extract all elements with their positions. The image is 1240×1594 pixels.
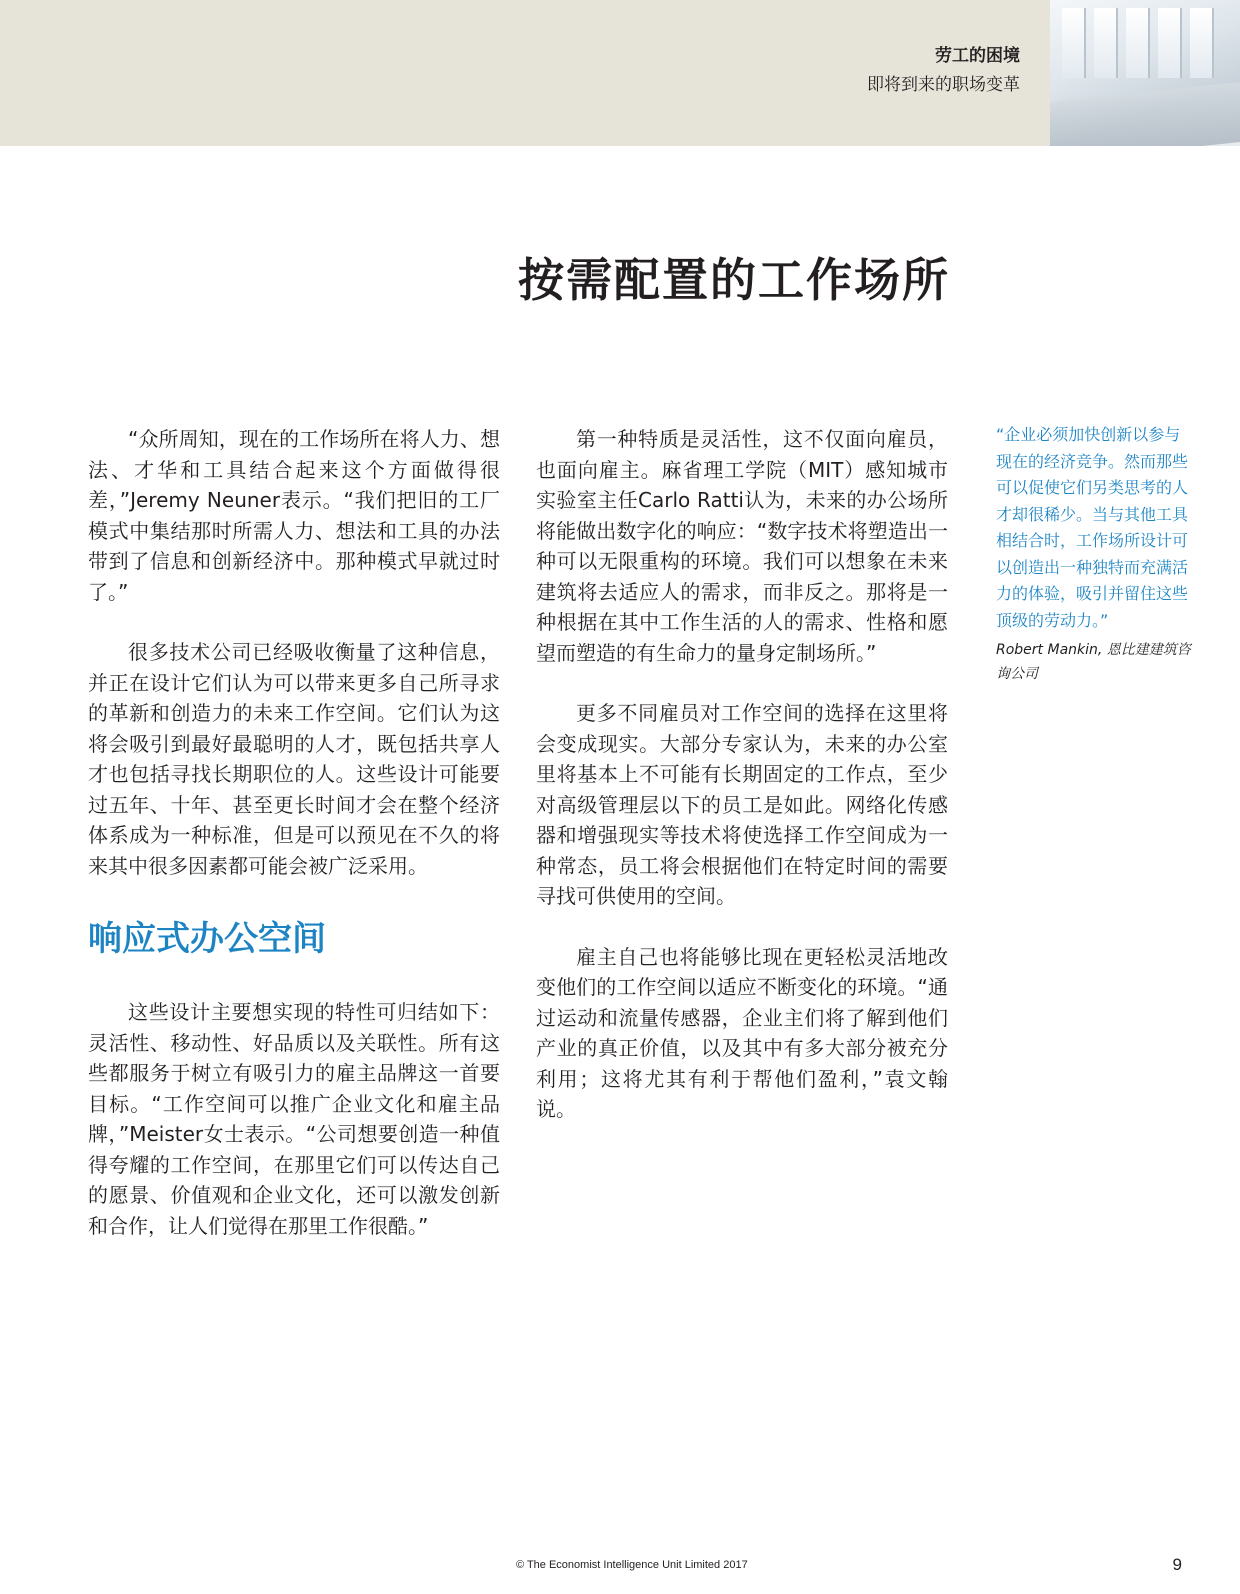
page-number: 9	[1172, 1555, 1182, 1574]
body-paragraph: 雇主自己也将能够比现在更轻松灵活地改变他们的工作空间以适应不断变化的环境。“通过运动和流量传感器，企业主们将了解到他们产业的真正价值，以及其中有多大部分被充分利用；这将尤其有利于帮他们盈利，”袁文翰说。	[536, 944, 948, 1121]
left-column	[88, 424, 500, 1271]
section-heading: 响应式办公空间	[88, 919, 326, 959]
window-pane	[1190, 8, 1214, 78]
report-title: 劳工的困境	[935, 46, 1020, 66]
page-title: 按需配置的工作场所	[518, 253, 950, 307]
body-paragraph: “众所周知，现在的工作场所在将人力、想法、才华和工具结合起来这个方面做得很差，”Jeremy Neuner表示。“我们把旧的工厂模式中集结那时所需人力、想法和工具的办法带到了信息和创新经济中。那种模式早就过时了。”	[88, 427, 500, 604]
window-pane	[1158, 8, 1182, 78]
pull-quote: “企业必须加快创新以参与现在的经济竞争。然而那些可以促使它们另类思考的人才却很稀少。当与其他工具相结合时，工作场所设计可以创造出一种独特而充满活力的体验，吸引并留住这些顶级的劳动力。”	[996, 425, 1189, 630]
desk-surface	[1050, 81, 1240, 146]
report-subtitle: 即将到来的职场变革	[867, 75, 1020, 95]
pull-quote-sidebar	[996, 422, 1192, 686]
window-pane	[1126, 8, 1150, 78]
page-footer	[0, 1555, 1240, 1579]
window-pane	[1094, 8, 1118, 78]
body-paragraph: 第一种特质是灵活性，这不仅面向雇员，也面向雇主。麻省理工学院（MIT）感知城市实验室主任Carlo Ratti认为，未来的办公场所将能做出数字化的响应：“数字技术将塑造出一种可以无限重构的环境。我们可以想象在未来建筑将去适应人的需求，而非反之。那将是一种根据在其中工作生活的人的需求、性格和愿望而塑造的有生命力的量身定制场所。”	[536, 427, 948, 665]
body-paragraph: 这些设计主要想实现的特性可归结如下：灵活性、移动性、好品质以及关联性。所有这些都服务于树立有吸引力的雇主品牌这一首要目标。“工作空间可以推广企业文化和雇主品牌，”Meister女士表示。“公司想要创造一种值得夸耀的工作空间，在那里它们可以传达自己的愿景、价值观和企业文化，还可以激发创新和合作，让人们觉得在那里工作很酷。”	[88, 1000, 500, 1238]
middle-column	[536, 424, 948, 1155]
body-paragraph: 更多不同雇员对工作空间的选择在这里将会变成现实。大部分专家认为，未来的办公室里将基本上不可能有长期固定的工作点，至少对高级管理层以下的员工是如此。网络化传感器和增强现实等技术将使选择工作空间成为一种常态，员工将会根据他们在特定时间的需要寻找可供使用的空间。	[536, 701, 948, 908]
quote-attribution: Robert Mankin, 恩比建建筑咨询公司	[996, 642, 1191, 682]
body-paragraph: 很多技术公司已经吸收衡量了这种信息，并正在设计它们认为可以带来更多自己所寻求的革新和创造力的未来工作空间。它们认为这将会吸引到最好最聪明的人才，既包括共享人才也包括寻找长期职位的人。这些设计可能要过五年、十年、甚至更长时间才会在整个经济体系成为一种标准，但是可以预见在不久的将来其中很多因素都可能会被广泛采用。	[88, 640, 500, 878]
office-photo	[1050, 0, 1240, 146]
window-pane	[1062, 8, 1086, 78]
running-header	[867, 44, 1020, 98]
copyright-notice: © The Economist Intelligence Unit Limited 2017	[516, 1559, 748, 1571]
